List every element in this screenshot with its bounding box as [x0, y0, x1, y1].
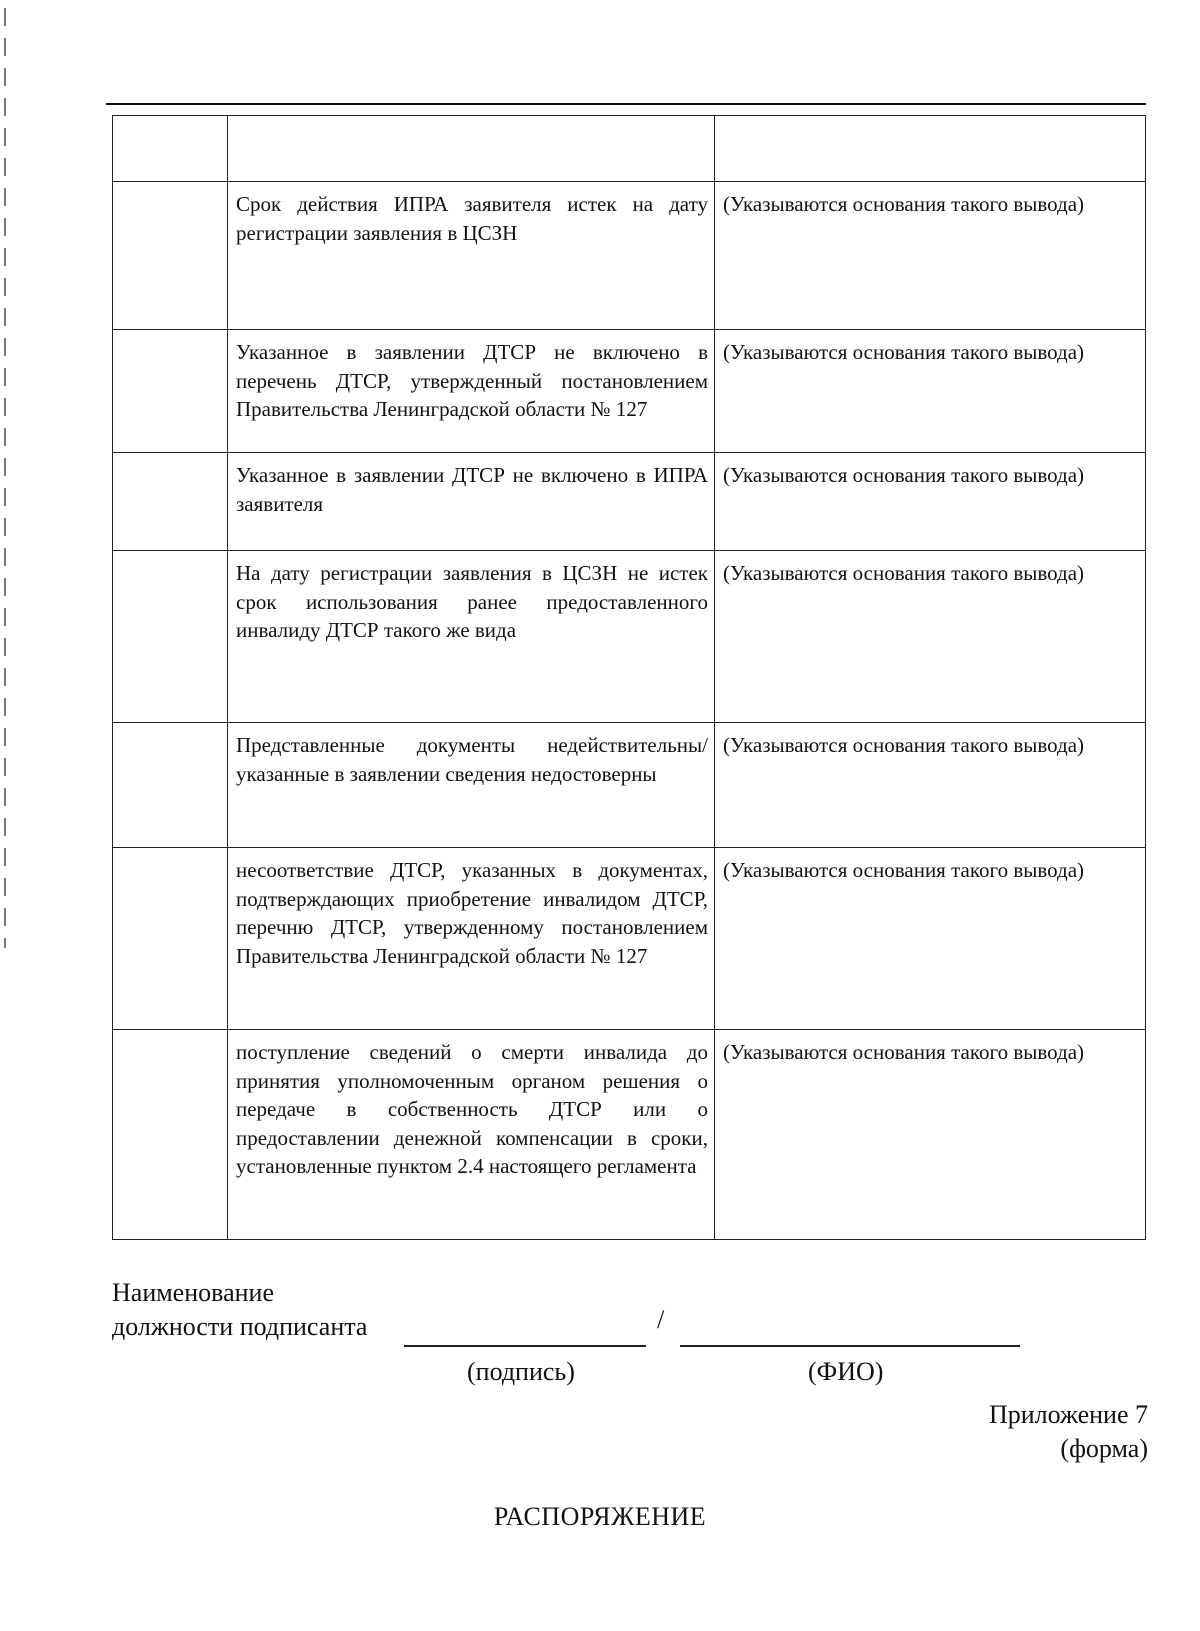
signer-label-line1: Наименование [112, 1278, 274, 1307]
appendix-number: Приложение 7 [988, 1400, 1148, 1429]
basis-cell: (Указываются основания такого вывода) [715, 723, 1146, 848]
refusal-grounds-table [112, 115, 1146, 1240]
scan-margin-mark [4, 8, 6, 948]
page-top-rule [106, 103, 1146, 105]
table-row [113, 453, 1146, 551]
basis-cell: (Указываются основания такого вывода) [715, 551, 1146, 723]
reason-cell: несоответствие ДТСР, указанных в документах, подтверждающих приобретение инвалидом ДТСР, перечню ДТСР, утвержденному постановлением Правительства Ленинградской области № 127 [228, 848, 715, 1030]
signature-line [404, 1345, 646, 1347]
basis-cell: (Указываются основания такого вывода) [715, 1030, 1146, 1240]
basis-cell: (Указываются основания такого вывода) [715, 453, 1146, 551]
reason-cell: Указанное в заявлении ДТСР не включено в ИПРА заявителя [228, 453, 715, 551]
reason-cell: Указанное в заявлении ДТСР не включено в перечень ДТСР, утвержденный постановлением Правительства Ленинградской области № 127 [228, 330, 715, 453]
table-row [113, 1030, 1146, 1240]
reason-cell: На дату регистрации заявления в ЦСЗН не истек срок использования ранее предоставленного инвалиду ДТСР такого же вида [228, 551, 715, 723]
basis-cell: (Указываются основания такого вывода) [715, 848, 1146, 1030]
table-row [113, 330, 1146, 453]
number-cell [113, 723, 228, 848]
table-row [113, 116, 1146, 182]
table-row [113, 723, 1146, 848]
table-row [113, 551, 1146, 723]
number-cell [113, 182, 228, 330]
fio-line [680, 1345, 1020, 1347]
reason-cell: поступление сведений о смерти инвалида до принятия уполномоченным органом решения о передаче в собственность ДТСР или о предоставлении денежной компенсации в сроки, установленные пунктом 2.4 настоящего регламента [228, 1030, 715, 1240]
reason-cell [228, 116, 715, 182]
number-cell [113, 116, 228, 182]
table-row [113, 182, 1146, 330]
signature-caption: (подпись) [467, 1357, 575, 1386]
appendix-label [989, 1398, 1148, 1466]
number-cell [113, 1030, 228, 1240]
appendix-form-note: (форма) [1060, 1434, 1148, 1463]
table-row [113, 848, 1146, 1030]
number-cell [113, 453, 228, 551]
number-cell [113, 330, 228, 453]
number-cell [113, 551, 228, 723]
signer-label-line2: должности подписанта [112, 1312, 368, 1341]
signer-position-label [112, 1276, 367, 1344]
basis-cell: (Указываются основания такого вывода) [715, 330, 1146, 453]
fio-caption: (ФИО) [808, 1357, 884, 1386]
basis-cell [715, 116, 1146, 182]
reason-cell: Срок действия ИПРА заявителя истек на дату регистрации заявления в ЦСЗН [228, 182, 715, 330]
reason-cell: Представленные документы недействительны/указанные в заявлении сведения недостоверны [228, 723, 715, 848]
number-cell [113, 848, 228, 1030]
signature-separator: / [657, 1305, 665, 1334]
basis-cell: (Указываются основания такого вывода) [715, 182, 1146, 330]
order-title: РАСПОРЯЖЕНИЕ [493, 1502, 707, 1531]
